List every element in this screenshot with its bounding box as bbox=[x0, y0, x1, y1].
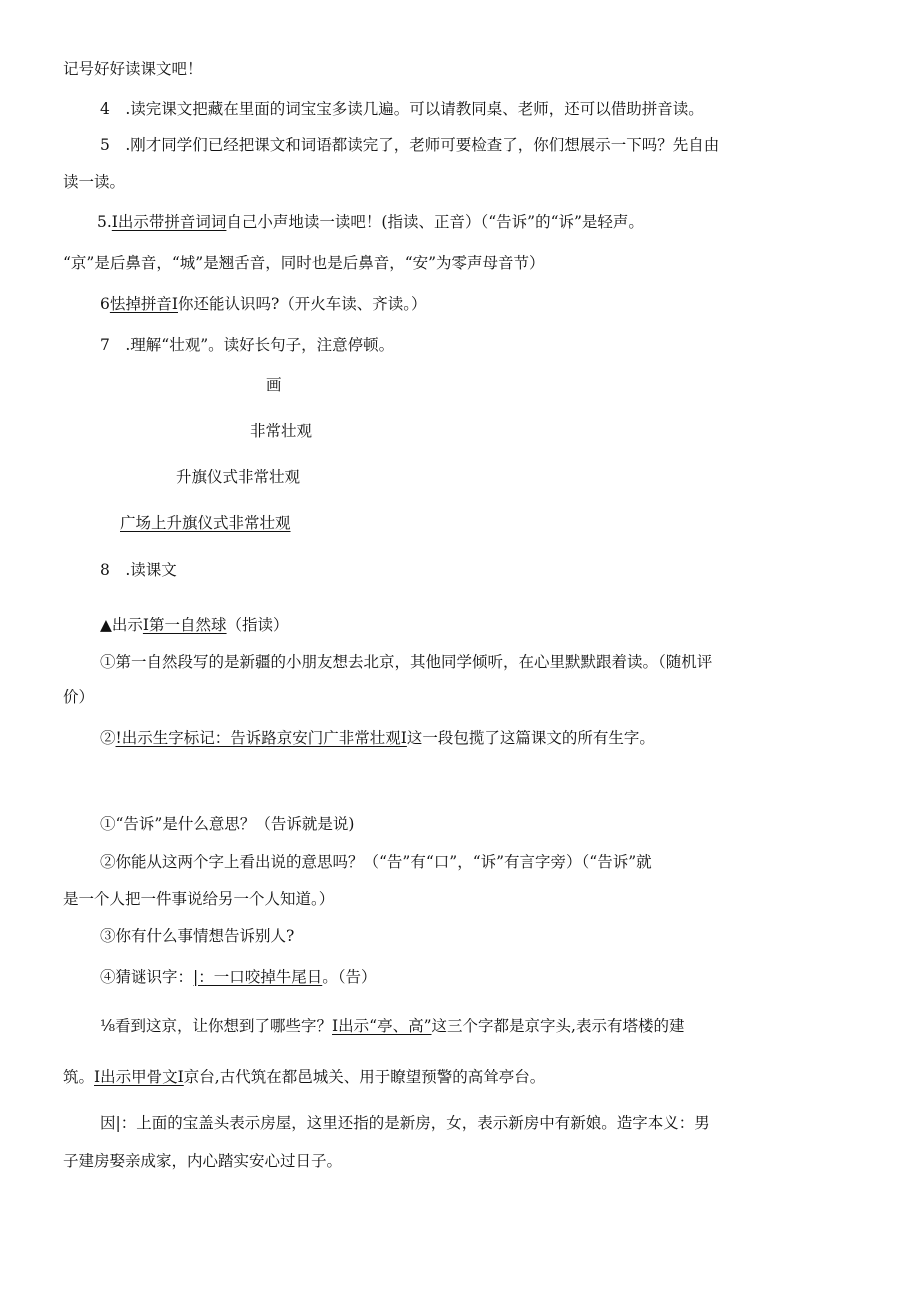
phrase-3: 升旗仪式非常壮观 bbox=[176, 468, 301, 486]
line-text: 京台,古代筑在都邑城关、用于瞭望预警的高耸亭台。 bbox=[183, 1068, 546, 1086]
phrase-2: 非常壮观 bbox=[250, 422, 313, 440]
line-text: 自己小声地读一读吧！(指读、正音）（“告诉”的“诉”是轻声。 bbox=[226, 213, 644, 231]
line-text: 筑。 bbox=[63, 1068, 95, 1086]
phrase-1: 画 bbox=[266, 376, 282, 394]
an-character-line-cont: 子建房娶亲成家，内心踏实安心过日子。 bbox=[63, 1152, 343, 1170]
underlined-instruction: I出示“亭、高” bbox=[332, 1017, 432, 1035]
step-5-line-cont: 读一读。 bbox=[63, 173, 126, 191]
show-paragraph-line bbox=[100, 616, 289, 635]
paragraph-note-1-cont: 价） bbox=[63, 688, 95, 706]
step-6-line bbox=[100, 295, 427, 314]
underlined-instruction: I出示甲骨文I bbox=[94, 1068, 184, 1086]
question-2: ②你能从这两个字上看出说的意思吗？（“告”有“口”，“诉”有言字旁）（“告诉”就 bbox=[100, 853, 652, 871]
step-5-line: 5 .刚才同学们已经把课文和词语都读完了，老师可要检查了，你们想展示一下吗？先自由 bbox=[100, 136, 720, 154]
line-text: 这一段包揽了这篇课文的所有生字。 bbox=[406, 729, 655, 747]
pronunciation-note: “京”是后鼻音，“城”是翘舌音，同时也是后鼻音，“安”为零声母音节） bbox=[63, 254, 545, 272]
step-number: 5. bbox=[97, 213, 112, 231]
underlined-instruction: !出示生字标记：告诉路京安门广非常壮观I bbox=[115, 729, 407, 747]
line-text: ▲出示 bbox=[100, 616, 143, 634]
line-text: ⅛看到这京，让你想到了哪些字？ bbox=[100, 1017, 333, 1035]
step-5b-line bbox=[97, 213, 644, 232]
line-text: ② bbox=[100, 729, 116, 747]
line-text: ④猜谜识字： bbox=[100, 968, 194, 986]
jing-character-line bbox=[100, 1017, 684, 1036]
new-characters-line bbox=[100, 729, 655, 748]
step-number: 6 bbox=[100, 295, 110, 313]
question-1: ①“告诉”是什么意思？（告诉就是说) bbox=[100, 815, 355, 833]
text-line-1: 记号好好读课文吧！ bbox=[63, 60, 203, 78]
phrase-4: 广场上升旗仪式非常壮观 bbox=[120, 514, 291, 532]
oracle-bone-line bbox=[63, 1068, 545, 1087]
line-text: 这三个字都是京字头,表示有塔楼的建 bbox=[431, 1017, 685, 1035]
underlined-riddle: |：一口咬掉牛尾日 bbox=[193, 968, 323, 986]
line-text: 你还能认识吗?（开火车读、齐读。） bbox=[178, 295, 427, 313]
underlined-instruction: I第一自然球 bbox=[142, 616, 227, 634]
riddle-line bbox=[100, 968, 377, 987]
question-2-cont: 是一个人把一件事说给另一个人知道。） bbox=[63, 890, 335, 908]
line-text: 。（告） bbox=[322, 968, 377, 986]
paragraph-note-1: ①第一自然段写的是新疆的小朋友想去北京，其他同学倾听，在心里默默跟着读。（随机评 bbox=[100, 653, 713, 671]
an-character-line: 因|：上面的宝盖头表示房屋，这里还指的是新房，女，表示新房中有新娘。造字本义：男 bbox=[100, 1114, 710, 1132]
step-8-line: 8 .读课文 bbox=[100, 561, 177, 579]
step-4-line: 4 .读完课文把藏在里面的词宝宝多读几遍。可以请教同桌、老师，还可以借助拼音读。 bbox=[100, 100, 704, 118]
underlined-instruction: 怯掉拼音I bbox=[109, 295, 178, 313]
underlined-instruction: I出示带拼音词词 bbox=[111, 213, 227, 231]
line-text: （指读） bbox=[226, 616, 289, 634]
step-7-line: 7 .理解“壮观”。读好长句子，注意停顿。 bbox=[100, 336, 395, 354]
question-3: ③你有什么事情想告诉别人? bbox=[100, 927, 295, 945]
